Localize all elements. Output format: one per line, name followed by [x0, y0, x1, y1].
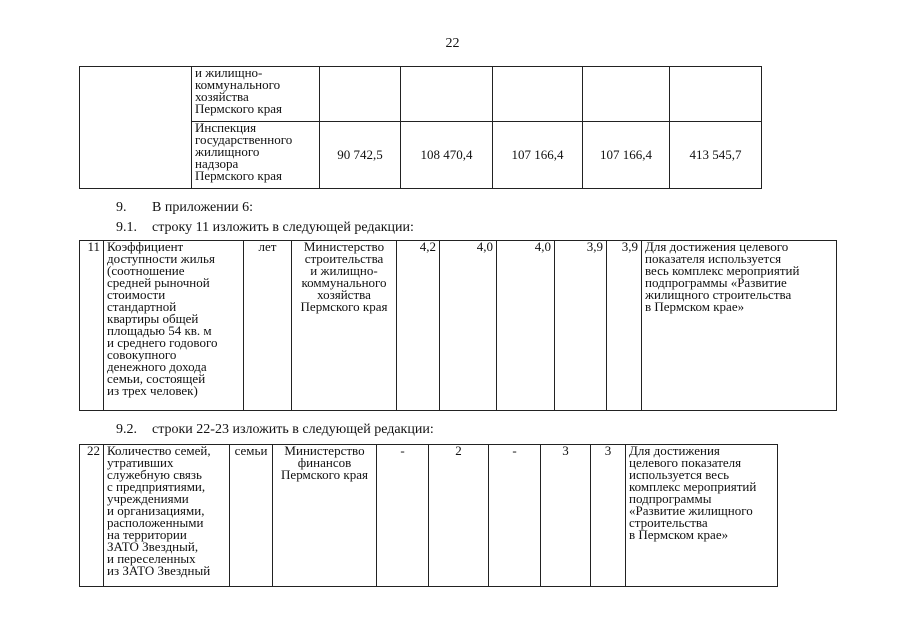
value-cell: 2 [429, 445, 489, 587]
value-cell: - [377, 445, 429, 587]
value-cell: 413 545,7 [670, 122, 762, 189]
indicator-cell: Коэффициент доступности жилья (соотношение средней рыночной стоимости стандартной квартиры общей площадью 54 кв. м и среднего годового совокупного денежного дохода семьи, состоящей из трех человек) [104, 241, 244, 411]
paragraph-number: 9.1. [116, 220, 137, 235]
table-row [80, 445, 778, 587]
executor-cell: и жилищно- коммунального хозяйства Пермского края [192, 67, 320, 122]
value-cell: 107 166,4 [583, 122, 670, 189]
paragraph-9-1 [116, 220, 414, 236]
unit-cell: лет [244, 241, 292, 411]
value-cell: 3,9 [607, 241, 642, 411]
value-cell: 108 470,4 [401, 122, 493, 189]
paragraph-9-2 [116, 422, 434, 438]
value-cell: 4,2 [397, 241, 440, 411]
value-cell [401, 67, 493, 122]
value-cell: 90 742,5 [320, 122, 401, 189]
value-cell: 4,0 [497, 241, 555, 411]
value-cell: 107 166,4 [493, 122, 583, 189]
note-cell: Для достижения целевого показателя используется весь комплекс мероприятий подпрограммы «Развитие жилищного строительства в Пермском крае» [642, 241, 837, 411]
value-cell [493, 67, 583, 122]
funding-table [79, 66, 762, 189]
responsible-cell: Министерство строительства и жилищно- коммунального хозяйства Пермского края [292, 241, 397, 411]
value-cell [583, 67, 670, 122]
paragraph-text: строку 11 изложить в следующей редакции: [152, 220, 414, 235]
indicator-table-11 [79, 240, 837, 411]
executor-cell: Инспекция государственного жилищного надзора Пермского края [192, 122, 320, 189]
value-cell [670, 67, 762, 122]
empty-cell [80, 67, 192, 189]
table-row [80, 67, 762, 122]
value-cell [320, 67, 401, 122]
row-number: 11 [80, 241, 104, 411]
value-cell: 3,9 [555, 241, 607, 411]
paragraph-text: строки 22-23 изложить в следующей редакции: [152, 422, 434, 437]
responsible-cell: Министерство финансов Пермского края [273, 445, 377, 587]
paragraph-9 [116, 200, 253, 216]
value-cell: 4,0 [440, 241, 497, 411]
value-cell: - [489, 445, 541, 587]
row-number: 22 [80, 445, 104, 587]
indicator-cell: Количество семей, утративших служебную связь с предприятиями, учреждениями и организациями, расположенными на территории ЗАТО Звездный, и переселенных из ЗАТО Звездный [104, 445, 230, 587]
note-cell: Для достижения целевого показателя используется весь комплекс мероприятий подпрограммы «Развитие жилищного строительства в Пермском крае» [626, 445, 778, 587]
paragraph-number: 9.2. [116, 422, 137, 437]
paragraph-number: 9. [116, 200, 127, 215]
value-cell: 3 [541, 445, 591, 587]
table-row [80, 241, 837, 411]
indicator-table-22 [79, 444, 778, 587]
value-cell: 3 [591, 445, 626, 587]
paragraph-text: В приложении 6: [152, 200, 254, 215]
page-number: 22 [445, 36, 460, 51]
unit-cell: семьи [230, 445, 273, 587]
